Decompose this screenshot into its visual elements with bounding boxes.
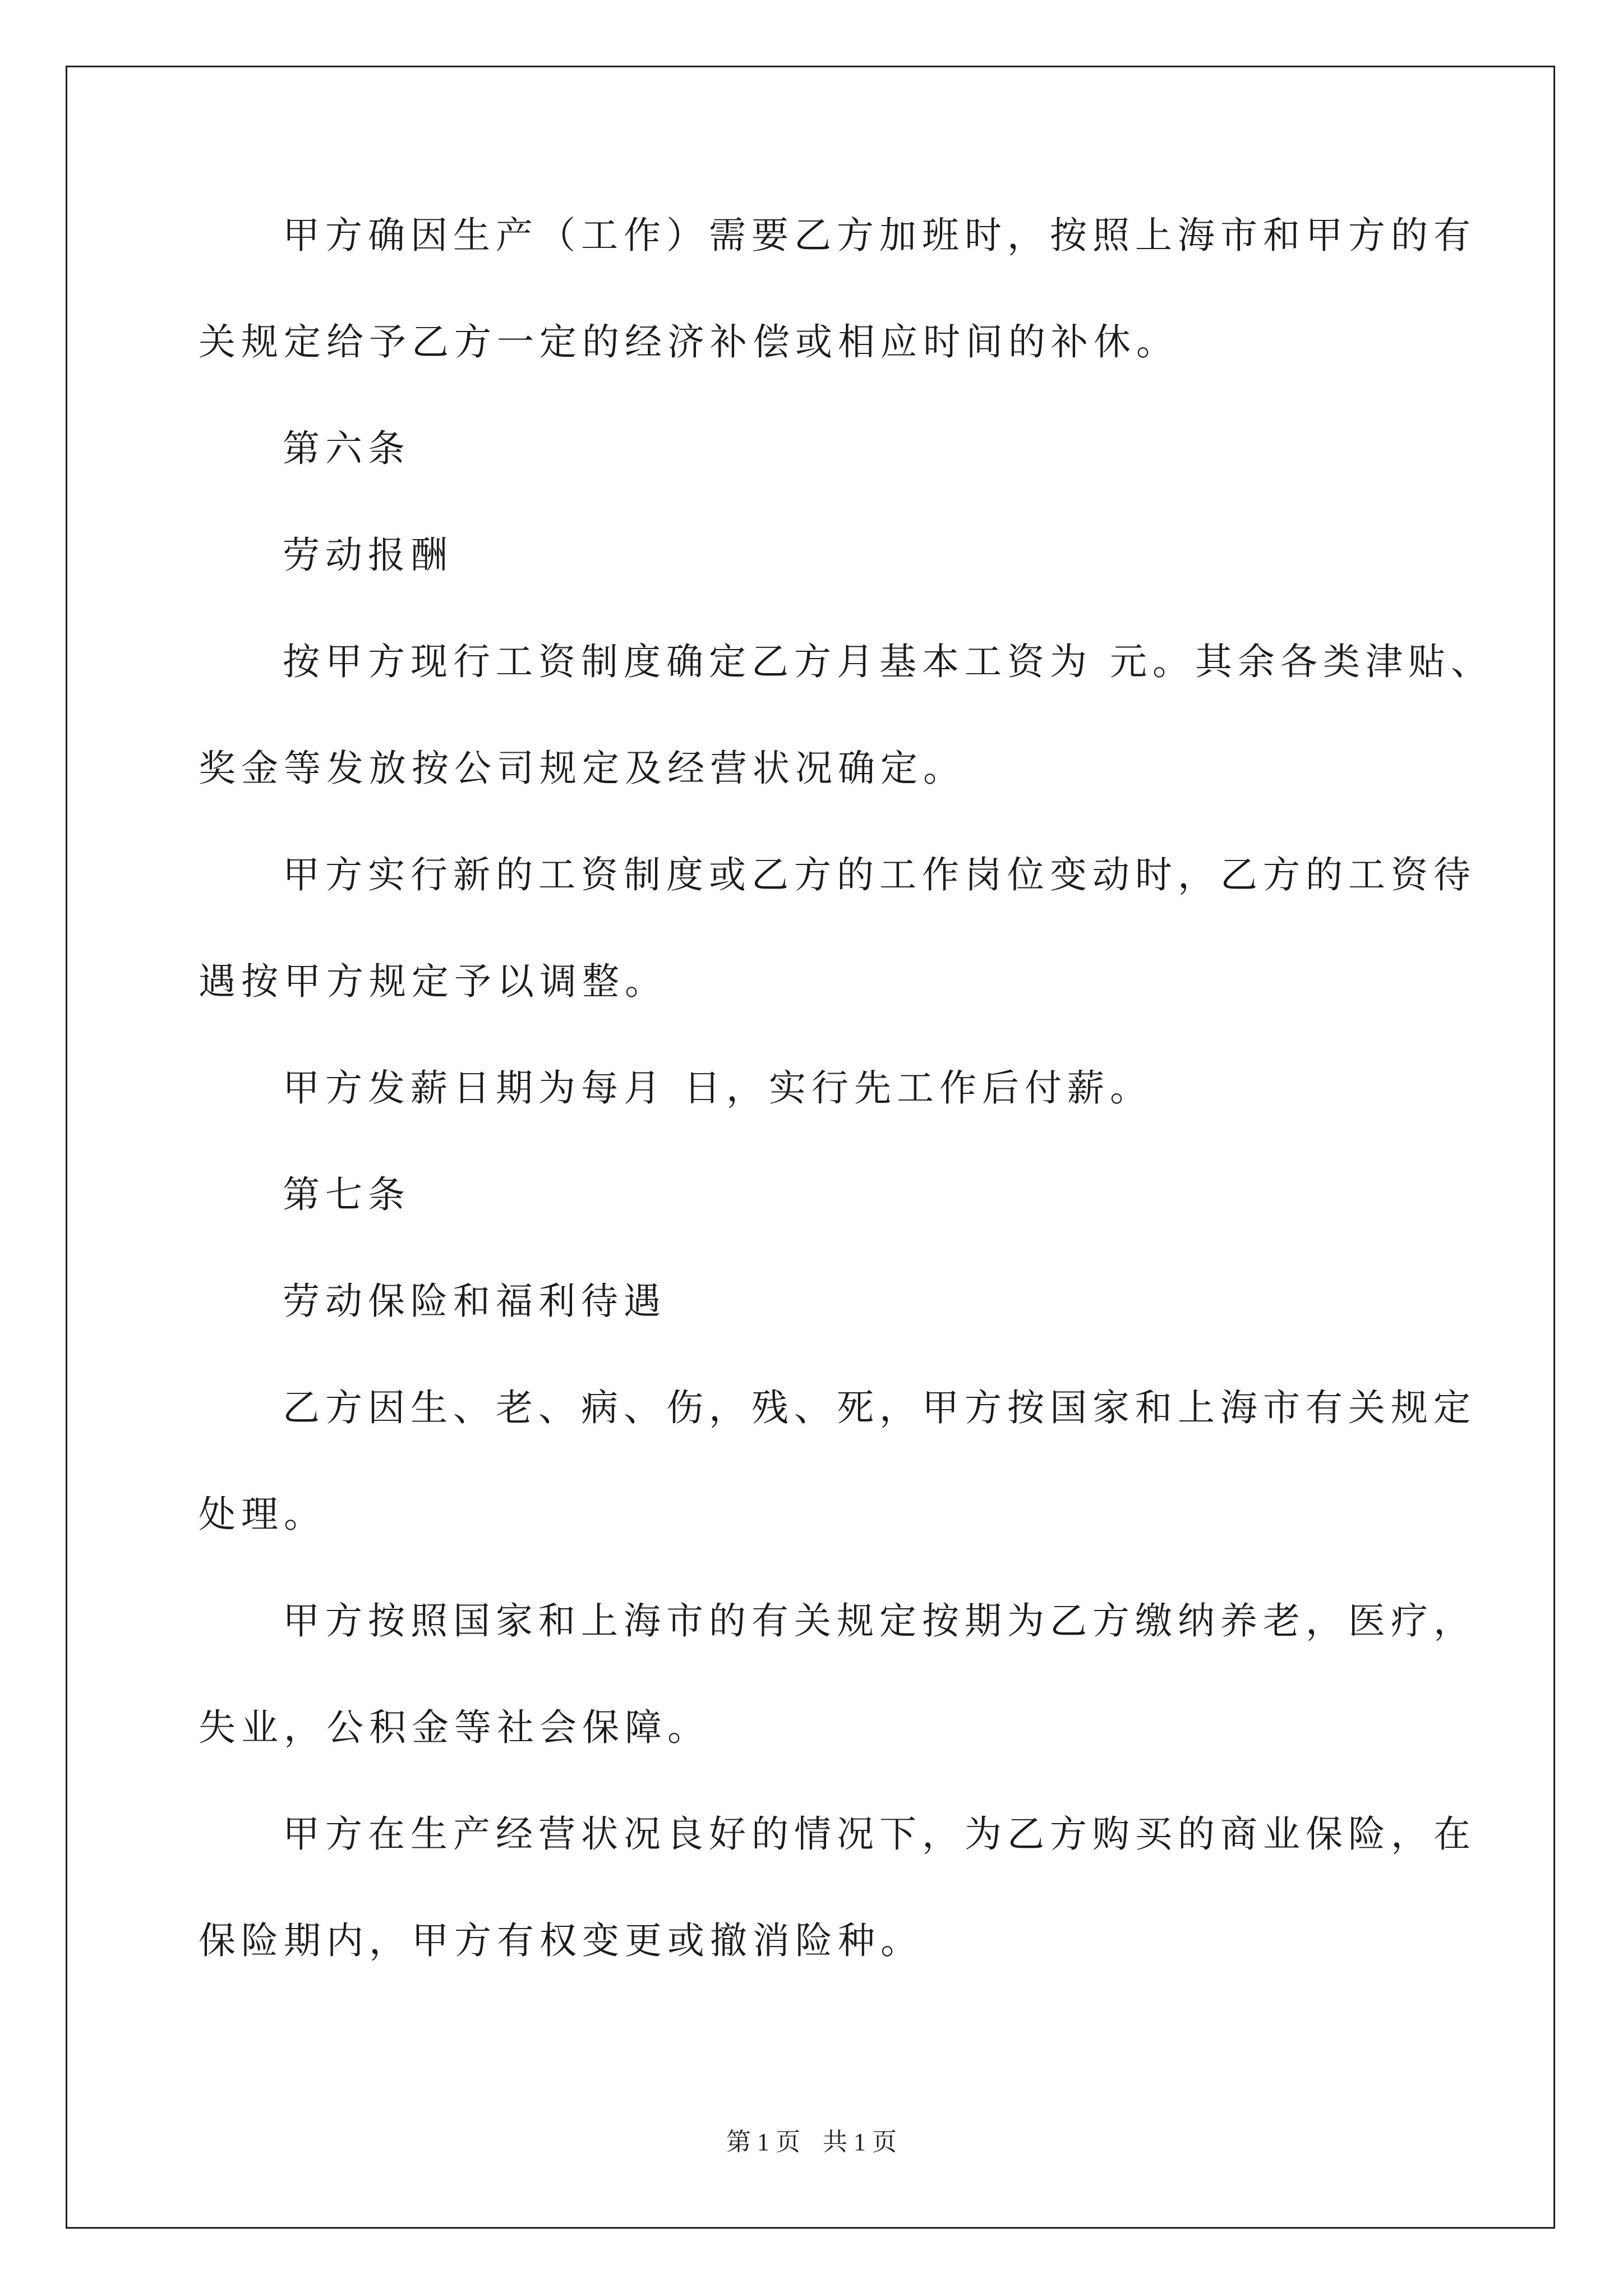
text-line: 失业，公积金等社会保障。: [199, 1706, 710, 1749]
text-line: 乙方因生、老、病、伤，残、死，甲方按国家和上海市有关规定: [283, 1386, 1476, 1429]
page-border: [66, 66, 1555, 2229]
text-line: 遇按甲方规定予以调整。: [199, 960, 667, 1003]
text-line: 处理。: [199, 1493, 326, 1536]
page-total: 共 1 页: [823, 2128, 897, 2156]
text-line: 甲方实行新的工资制度或乙方的工作岗位变动时，乙方的工资待: [283, 853, 1476, 896]
text-line: 甲方发薪日期为每月 日，实行先工作后付薪。: [283, 1066, 1152, 1110]
text-line: 按甲方现行工资制度确定乙方月基本工资为 元。其余各类津贴、: [283, 640, 1493, 683]
text-line: 甲方按照国家和上海市的有关规定按期为乙方缴纳养老，医疗，: [283, 1599, 1476, 1642]
text-line: 甲方确因生产（工作）需要乙方加班时，按照上海市和甲方的有: [283, 214, 1476, 257]
section-heading: 劳动报酬: [283, 533, 453, 577]
article-heading: 第七条: [283, 1173, 411, 1216]
text-line: 关规定给予乙方一定的经济补偿或相应时间的补休。: [199, 320, 1179, 364]
page-footer: [0, 2127, 1623, 2158]
text-line: 甲方在生产经营状况良好的情况下，为乙方购买的商业保险，在: [283, 1812, 1476, 1856]
text-line: 保险期内，甲方有权变更或撤消险种。: [199, 1919, 923, 1962]
article-heading: 第六条: [283, 427, 411, 470]
text-line: 奖金等发放按公司规定及经营状况确定。: [199, 747, 966, 790]
section-heading: 劳动保险和福利待遇: [283, 1280, 666, 1323]
page-number: 第 1 页: [726, 2128, 800, 2156]
